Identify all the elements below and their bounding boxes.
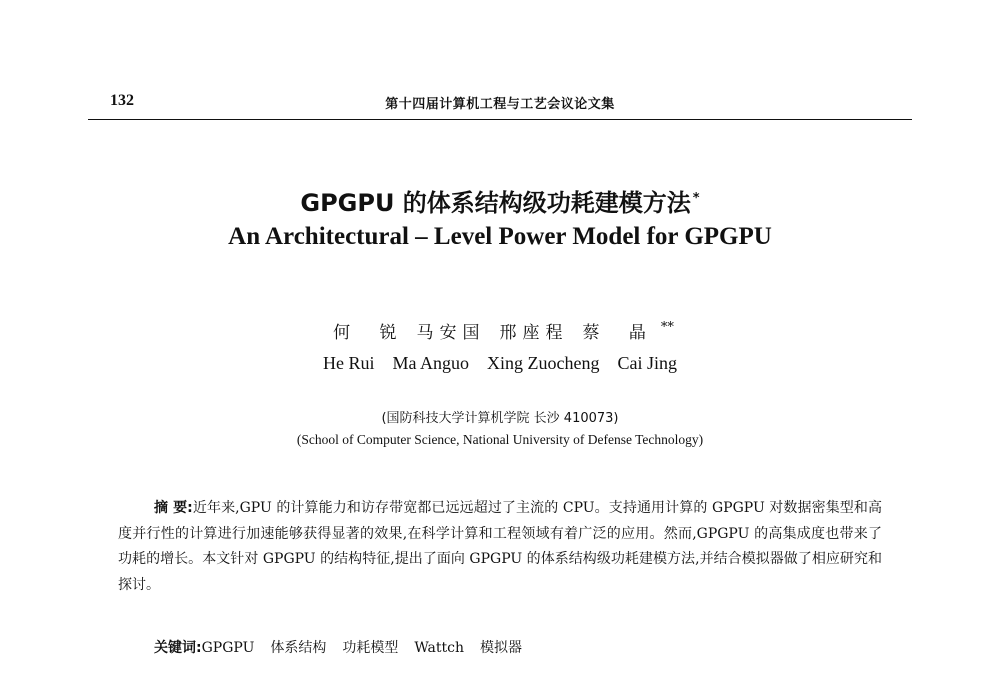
keywords-label: 关键词:: [154, 640, 202, 656]
author-footnote-mark: **: [660, 320, 674, 336]
keywords: [154, 637, 538, 657]
keyword: 功耗模型: [342, 640, 399, 656]
author-zh: 邢座程: [499, 323, 569, 343]
abstract: [118, 496, 882, 598]
author-en: He Rui: [323, 353, 375, 373]
title-zh-text: GPGPU 的体系结构级功耗建模方法: [300, 189, 691, 217]
abstract-text: 近年来,GPU 的计算能力和访存带宽都已远远超过了主流的 CPU。支持通用计算的 GPGPU 对数据密集型和高度并行性的计算进行加速能够获得显著的效果,在科学计算和工程领域有着广泛的应用。然而,GPGPU 的高集成度也带来了功耗的增长。本文针对 GPGPU 的结构特征,提出了面向 GPGPU 的体系结构级功耗建模方法,并结合模拟器做了相应研究和探讨。: [118, 500, 882, 593]
author-zh: 何 锐: [333, 323, 403, 343]
keyword: GPGPU: [201, 640, 255, 656]
running-head: 第十四届计算机工程与工艺会议论文集: [385, 97, 615, 112]
page-header: [88, 92, 912, 114]
author-en: Cai Jing: [617, 353, 677, 373]
keyword: 模拟器: [480, 640, 523, 656]
affiliation-english: (School of Computer Science, National University of Defense Technology): [296, 432, 704, 447]
author-en: Xing Zuocheng: [487, 353, 600, 373]
page-number: 132: [110, 92, 134, 109]
author-en: Ma Anguo: [392, 353, 469, 373]
title-chinese: [0, 183, 1000, 218]
authors-chinese: [0, 318, 1000, 343]
abstract-label: 摘 要:: [154, 500, 193, 516]
authors-english: [0, 353, 1000, 374]
author-zh: 蔡 晶: [582, 323, 652, 343]
title-english: An Architectural – Level Power Model for GPGPU: [228, 223, 772, 250]
keyword: Wattch: [414, 640, 465, 656]
title-footnote-mark: *: [692, 191, 700, 206]
affiliation-chinese: (国防科技大学计算机学院 长沙 410073): [381, 411, 619, 426]
author-zh: 马安国: [416, 323, 486, 343]
header-rule: [88, 119, 912, 120]
keyword: 体系结构: [270, 640, 327, 656]
